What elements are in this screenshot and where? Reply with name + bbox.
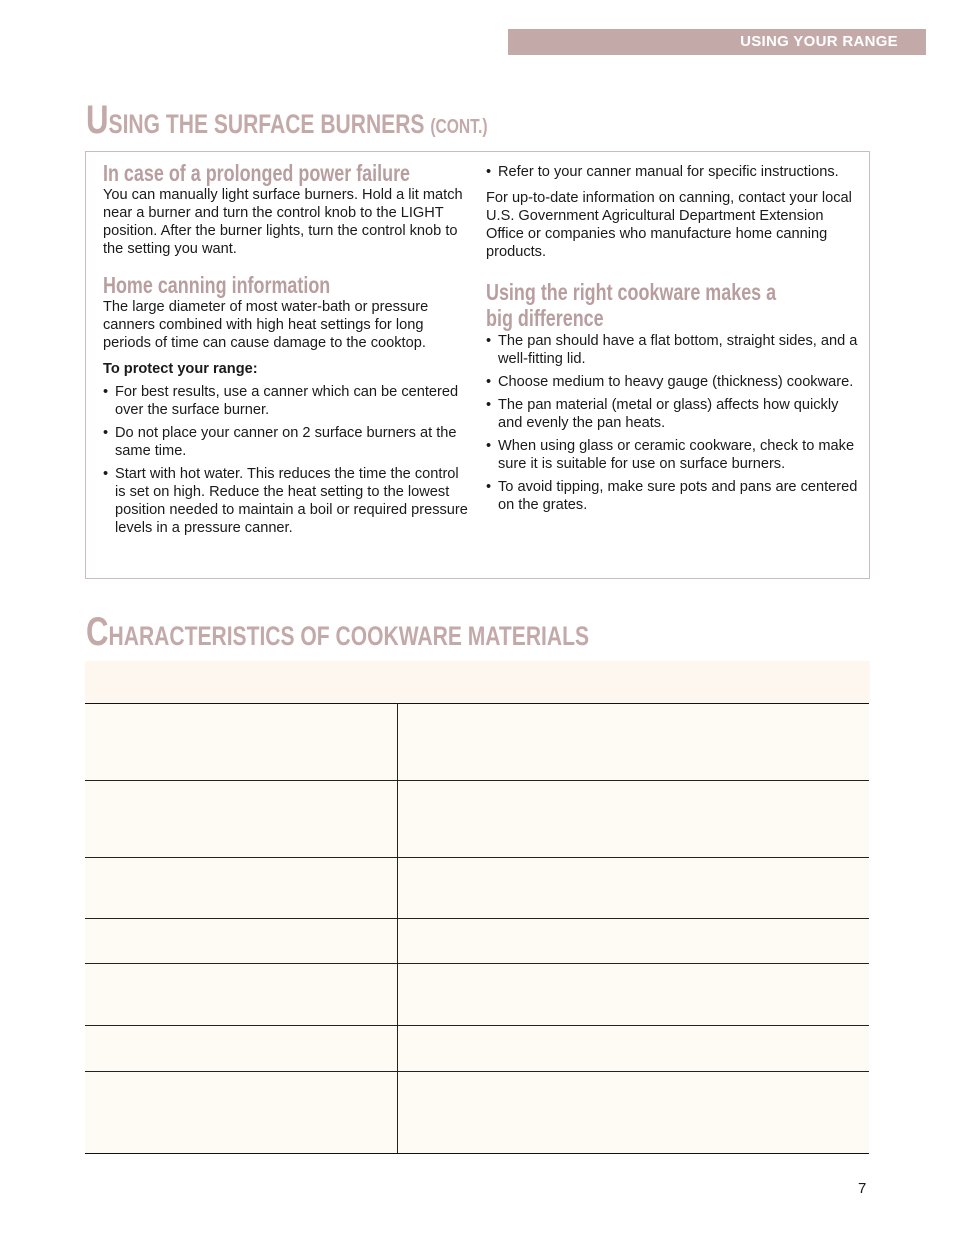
home-canning-heading: Home canning information <box>103 272 331 298</box>
section-header-label: USING YOUR RANGE <box>508 29 926 55</box>
list-item: • When using glass or ceramic cookware, check to make sure it is suitable for use on surface burners. <box>486 437 861 473</box>
characteristics-cell <box>398 781 870 858</box>
cookware-heading-line1: Using the right cookware makes a <box>486 279 777 305</box>
right-column <box>486 163 861 519</box>
material-cell <box>85 1072 398 1154</box>
canner-manual-list <box>486 163 861 181</box>
characteristics-cell <box>398 964 870 1026</box>
left-column <box>103 160 468 542</box>
canning-info-body: For up-to-date information on canning, contact your local U.S. Government Agricultural Department Extension Office or companies who manufacture home canning products. <box>486 190 852 260</box>
protect-range-list <box>103 383 468 537</box>
cookware-materials-table <box>85 703 869 1154</box>
power-failure-heading: In case of a prolonged power failure <box>103 160 411 186</box>
title-suffix: (CONT.) <box>430 116 488 138</box>
cookware-tips-list <box>486 332 861 514</box>
table-row <box>85 704 869 781</box>
table-header-band <box>85 661 870 704</box>
table-row <box>85 1072 869 1154</box>
title-initial: C <box>86 610 109 654</box>
list-item: • Choose medium to heavy gauge (thickness) cookware. <box>486 373 861 391</box>
table-row <box>85 781 869 858</box>
list-item: • The pan material (metal or glass) affects how quickly and evenly the pan heats. <box>486 396 861 432</box>
material-cell <box>85 919 398 964</box>
cookware-heading <box>486 279 861 331</box>
title-text: SING THE SURFACE BURNERS <box>108 109 431 139</box>
list-item: • For best results, use a canner which can be centered over the surface burner. <box>103 383 468 419</box>
table-row <box>85 1026 869 1072</box>
cookware-materials-title <box>86 610 589 655</box>
cookware-heading-line2: big difference <box>486 305 604 331</box>
table-row <box>85 858 869 919</box>
home-canning-body: The large diameter of most water-bath or pressure canners combined with high heat settings for long periods of time can cause damage to the cooktop. <box>103 299 429 351</box>
characteristics-cell <box>398 1026 870 1072</box>
list-item: • Do not place your canner on 2 surface burners at the same time. <box>103 424 468 460</box>
characteristics-cell <box>398 704 870 781</box>
title-text: HARACTERISTICS OF COOKWARE MATERIALS <box>108 621 590 651</box>
list-item: • The pan should have a flat bottom, straight sides, and a well-fitting lid. <box>486 332 861 368</box>
material-cell <box>85 964 398 1026</box>
characteristics-cell <box>398 919 870 964</box>
page-title <box>86 98 488 143</box>
power-failure-body: You can manually light surface burners. Hold a lit match near a burner and turn the control knob to the LIGHT position. After the burner lights, turn the control knob to the setting you want. <box>103 187 463 257</box>
material-cell <box>85 781 398 858</box>
title-initial: U <box>86 98 109 142</box>
material-cell <box>85 704 398 781</box>
protect-range-label: To protect your range: <box>103 361 258 377</box>
material-cell <box>85 1026 398 1072</box>
list-item: • Refer to your canner manual for specific instructions. <box>486 163 861 181</box>
characteristics-cell <box>398 1072 870 1154</box>
table-row <box>85 919 869 964</box>
characteristics-cell <box>398 858 870 919</box>
table-row <box>85 964 869 1026</box>
page-number: 7 <box>858 1180 867 1197</box>
list-item: • Start with hot water. This reduces the time the control is set on high. Reduce the heat setting to the lowest position needed to maintain a boil or required pressure levels in a pressure canner. <box>103 465 468 537</box>
material-cell <box>85 858 398 919</box>
list-item: • To avoid tipping, make sure pots and pans are centered on the grates. <box>486 478 861 514</box>
